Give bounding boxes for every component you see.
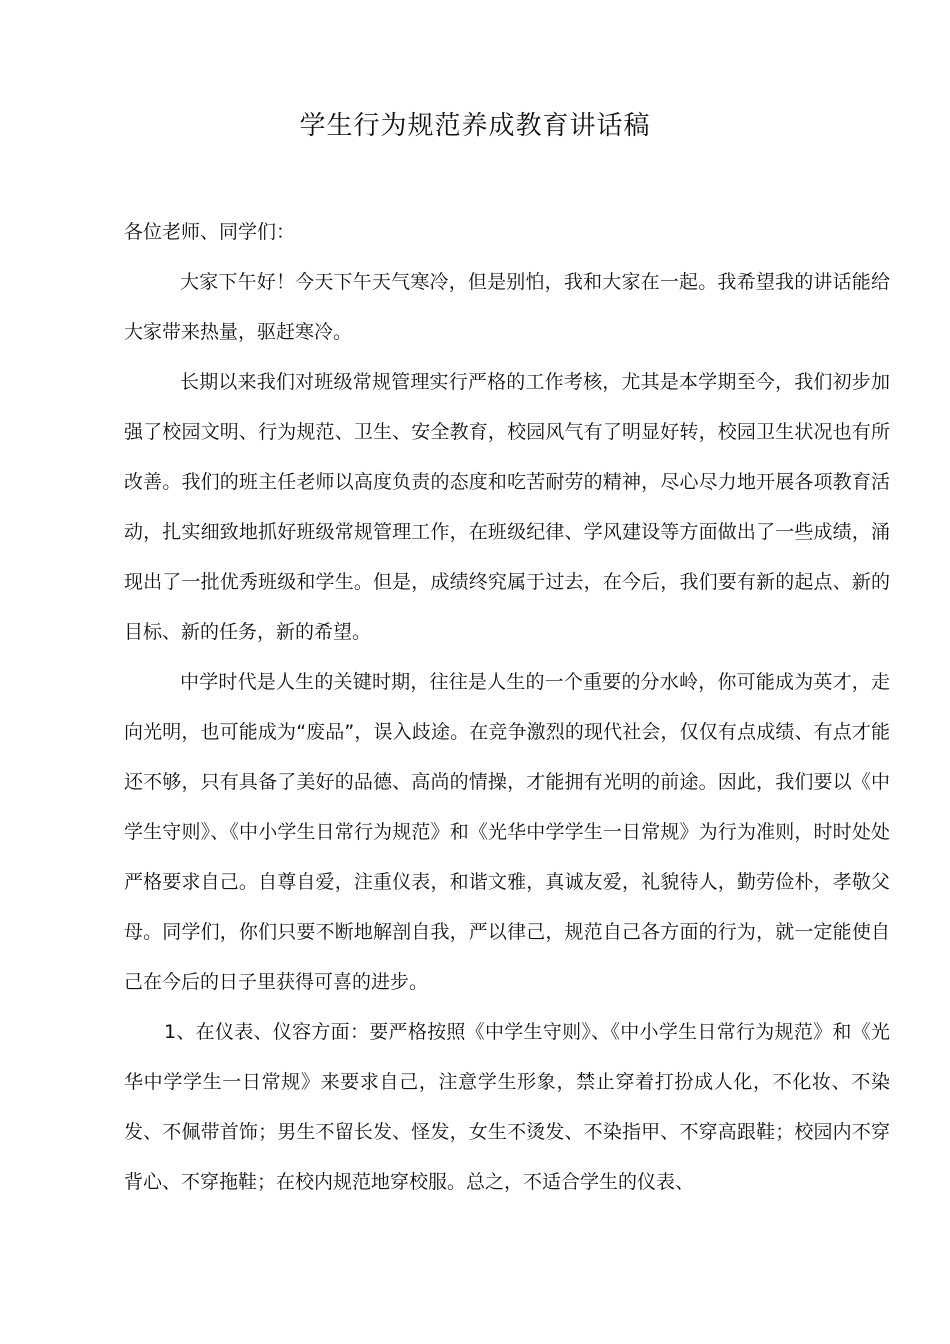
document-title: 学生行为规范养成教育讲话稿 xyxy=(299,111,651,141)
salutation: 各位老师、同学们： xyxy=(124,221,296,243)
paragraph-achievements: 长期以来我们对班级常规管理实行严格的工作考核，尤其是本学期至今，我们初步加强了校园文明、行为规范、卫生、安全教育，校园风气有了明显好转，校园卫生状况也有所改善。我们的班主任老师以高度负责的态度和吃苦耐劳的精神，尽心尽力地开展各项教育活动，扎实细致地抓好班级常规管理工作，在班级纪律、学风建设等方面做出了一些成绩，涌现出了一批优秀班级和学生。但是，成绩终究属于过去，在今后，我们要有新的起点、新的目标、新的任务，新的希望。 xyxy=(124,371,890,643)
document-body xyxy=(124,207,890,1207)
paragraph-item-appearance: 1、在仪表、仪容方面：要严格按照《中学生守则》、《中小学生日常行为规范》和《光华中学学生一日常规》来要求自己，注意学生形象，禁止穿着打扮成人化，不化妆、不染发、不佩带首饰；男生不留长发、怪发，女生不烫发、不染指甲、不穿高跟鞋；校园内不穿背心、不穿拖鞋；在校内规范地穿校服。总之，不适合学生的仪表、 xyxy=(124,1021,890,1193)
paragraph-middle-school: 中学时代是人生的关键时期，往往是人生的一个重要的分水岭，你可能成为英才，走向光明，也可能成为“废品”，误入歧途。在竞争激烈的现代社会，仅仅有点成绩、有点才能还不够，只有具备了美好的品德、高尚的情操，才能拥有光明的前途。因此，我们要以《中学生守则》、《中小学生日常行为规范》和《光华中学学生一日常规》为行为准则，时时处处严格要求自己。自尊自爱，注重仪表，和谐文雅，真诚友爱，礼貌待人，勤劳俭朴，孝敬父母。同学们，你们只要不断地解剖自我，严以律己，规范自己各方面的行为，就一定能使自己在今后的日子里获得可喜的进步。 xyxy=(124,671,890,993)
paragraph-greeting: 大家下午好！今天下午天气寒冷，但是别怕，我和大家在一起。我希望我的讲话能给大家带来热量，驱赶寒冷。 xyxy=(124,271,890,343)
